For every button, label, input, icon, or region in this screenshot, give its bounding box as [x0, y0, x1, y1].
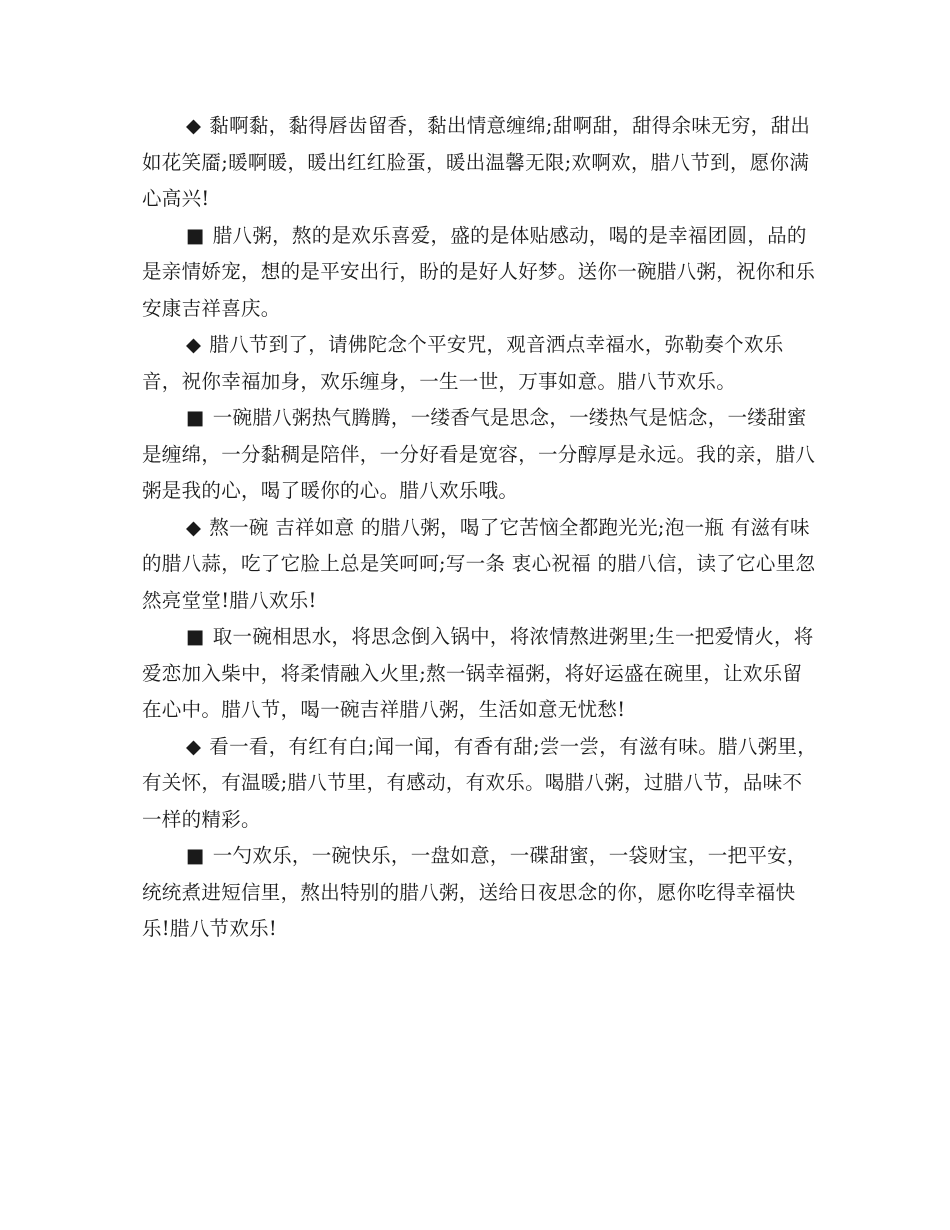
paragraph-2: [142, 218, 822, 328]
diamond-bullet-icon: ◆: [186, 114, 202, 137]
paragraph-3: [142, 327, 822, 400]
diamond-bullet-icon: ◆: [186, 734, 202, 758]
paragraph-6: [142, 619, 822, 729]
paragraph-text: 一碗腊八粥热气腾腾，一缕香气是思念，一缕热气是惦念，一缕甜蜜是缠绵，一分黏稠是陪伴，一分好看是宽容，一分醇厚是永远。我的亲，腊八粥是我的心，喝了暖你的心。腊八欢乐哦。: [142, 406, 816, 502]
square-bullet-icon: ■: [186, 625, 205, 648]
paragraph-7: [142, 729, 822, 839]
diamond-bullet-icon: ◆: [186, 333, 202, 356]
diamond-bullet-icon: ◆: [186, 515, 202, 539]
paragraph-text: 腊八粥，熬的是欢乐喜爱，盛的是体贴感动，喝的是幸福团圆，品的是亲情娇宠，想的是平安出行，盼的是好人好梦。送你一碗腊八粥，祝你和乐安康吉祥喜庆。: [142, 223, 816, 320]
paragraph-text: 看一看，有红有白;闻一闻，有香有甜;尝一尝，有滋有味。腊八粥里，有关怀，有温暖;腊八节里，有感动，有欢乐。喝腊八粥，过腊八节，品味不一样的精彩。: [142, 734, 818, 831]
square-bullet-icon: ■: [186, 223, 205, 247]
paragraph-8: [142, 838, 822, 948]
paragraph-text: 熬一碗 吉祥如意 的腊八粥，喝了它苦恼全都跑光光;泡一瓶 有滋有味 的腊八蒜，吃了它脸上总是笑呵呵;写一条 衷心祝福 的腊八信，读了它心里忽然亮堂堂!腊八欢乐!: [142, 515, 816, 612]
square-bullet-icon: ■: [186, 844, 205, 867]
paragraph-text: 一勺欢乐，一碗快乐，一盘如意，一碟甜蜜，一袋财宝，一把平安，统统煮进短信里，熬出特别的腊八粥，送给日夜思念的你，愿你吃得幸福快乐!腊八节欢乐!: [142, 844, 807, 940]
paragraph-5: [142, 510, 822, 620]
paragraph-1: [142, 108, 822, 218]
paragraph-4: [142, 400, 822, 510]
paragraph-text: 取一碗相思水，将思念倒入锅中，将浓情熬进粥里;生一把爱情火，将爱恋加入柴中，将柔情融入火里;熬一锅幸福粥，将好运盛在碗里，让欢乐留在心中。腊八节，喝一碗吉祥腊八粥，生活如意无忧愁!: [142, 625, 814, 721]
document-body: [142, 108, 822, 948]
paragraph-text: 黏啊黏，黏得唇齿留香，黏出情意缠绵;甜啊甜，甜得余味无穷，甜出如花笑靥;暖啊暖，暖出红红脸蛋，暖出温馨无限;欢啊欢，腊八节到，愿你满心高兴!: [142, 114, 811, 210]
paragraph-text: 腊八节到了，请佛陀念个平安咒，观音洒点幸福水，弥勒奏个欢乐音，祝你幸福加身，欢乐缠身，一生一世，万事如意。腊八节欢乐。: [142, 333, 784, 393]
square-bullet-icon: ■: [186, 406, 205, 429]
